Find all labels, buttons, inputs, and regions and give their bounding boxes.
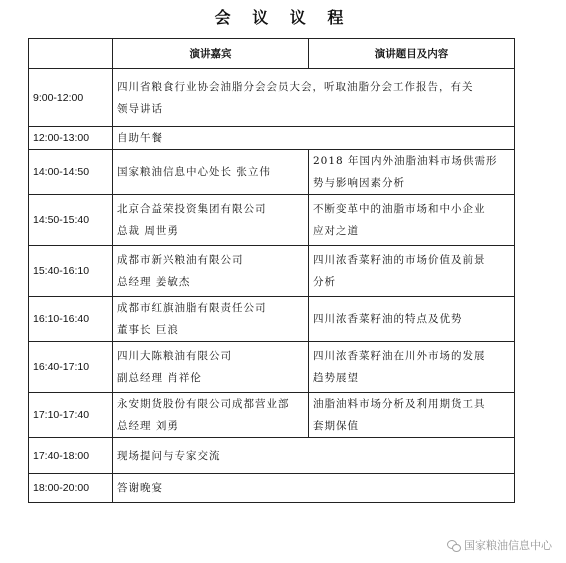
row-speaker	[113, 150, 309, 195]
table-row	[29, 127, 515, 150]
speaker-line: 董事长 巨浪	[117, 324, 179, 336]
speaker-line: 副总经理 肖祥伦	[117, 372, 202, 384]
row-time: 17:10-17:40	[29, 393, 113, 438]
header-speaker: 演讲嘉宾	[113, 39, 309, 69]
speaker-line: 国家粮油信息中心处长 张立伟	[117, 166, 271, 178]
table-row	[29, 474, 515, 503]
speaker-line: 永安期货股份有限公司成都营业部	[117, 398, 290, 410]
row-item	[113, 69, 515, 127]
row-time: 17:40-18:00	[29, 438, 113, 474]
table-row	[29, 342, 515, 393]
row-item	[113, 438, 515, 474]
table-header-row	[29, 39, 515, 69]
topic-line: 应对之道	[313, 225, 359, 237]
table-row	[29, 393, 515, 438]
row-topic	[309, 393, 515, 438]
row-speaker	[113, 393, 309, 438]
table-row	[29, 297, 515, 342]
row-time: 14:00-14:50	[29, 150, 113, 195]
topic-line: 2018 年国内外油脂油料市场供需形	[313, 155, 498, 167]
watermark	[447, 537, 552, 553]
table-row	[29, 150, 515, 195]
row-item	[113, 127, 515, 150]
speaker-line: 北京合益荣投资集团有限公司	[117, 203, 267, 215]
row-speaker	[113, 195, 309, 246]
speaker-line: 成都市红旗油脂有限责任公司	[117, 302, 267, 314]
table-row	[29, 246, 515, 297]
row-topic	[309, 297, 515, 342]
speaker-line: 答谢晚宴	[117, 482, 163, 494]
topic-line: 不断变革中的油脂市场和中小企业	[313, 203, 486, 215]
table-row	[29, 438, 515, 474]
speaker-line: 领导讲话	[117, 102, 163, 115]
speaker-line: 总裁 周世勇	[117, 225, 179, 237]
page-title: 会 议 议 程	[214, 8, 352, 27]
row-time: 12:00-13:00	[29, 127, 113, 150]
row-time: 14:50-15:40	[29, 195, 113, 246]
watermark-text: 国家粮油信息中心	[464, 539, 552, 552]
row-speaker	[113, 342, 309, 393]
table-row	[29, 195, 515, 246]
speaker-line: 四川省粮食行业协会油脂分会会员大会，听取油脂分会工作报告，有关	[117, 80, 474, 93]
topic-line: 四川浓香菜籽油在川外市场的发展	[313, 350, 486, 362]
topic-line: 四川浓香菜籽油的市场价值及前景	[313, 254, 486, 266]
topic-line: 套期保值	[313, 420, 359, 432]
table-row	[29, 69, 515, 127]
row-time: 18:00-20:00	[29, 474, 113, 503]
agenda-table	[28, 38, 515, 503]
speaker-line: 现场提问与专家交流	[117, 449, 221, 462]
row-topic	[309, 342, 515, 393]
speaker-line: 自助午餐	[117, 132, 163, 144]
row-time: 9:00-12:00	[29, 69, 113, 127]
row-topic	[309, 246, 515, 297]
topic-line: 分析	[313, 276, 336, 288]
speaker-line: 总经理 姜敏杰	[117, 276, 191, 288]
row-topic	[309, 195, 515, 246]
row-item	[113, 474, 515, 503]
speaker-line: 总经理 刘勇	[117, 420, 179, 432]
speaker-line: 成都市新兴粮油有限公司	[117, 254, 244, 266]
header-time	[29, 39, 113, 69]
row-time: 15:40-16:10	[29, 246, 113, 297]
header-topic: 演讲题目及内容	[309, 39, 515, 69]
topic-line: 四川浓香菜籽油的特点及优势	[313, 313, 463, 325]
row-speaker	[113, 297, 309, 342]
row-speaker	[113, 246, 309, 297]
row-time: 16:40-17:10	[29, 342, 113, 393]
wechat-icon	[447, 540, 461, 551]
row-topic	[309, 150, 515, 195]
topic-line: 趋势展望	[313, 372, 359, 384]
speaker-line: 四川大陈粮油有限公司	[117, 350, 232, 362]
topic-line: 势与影响因素分析	[313, 177, 405, 189]
row-time: 16:10-16:40	[29, 297, 113, 342]
topic-line: 油脂油料市场分析及利用期货工具	[313, 398, 486, 410]
